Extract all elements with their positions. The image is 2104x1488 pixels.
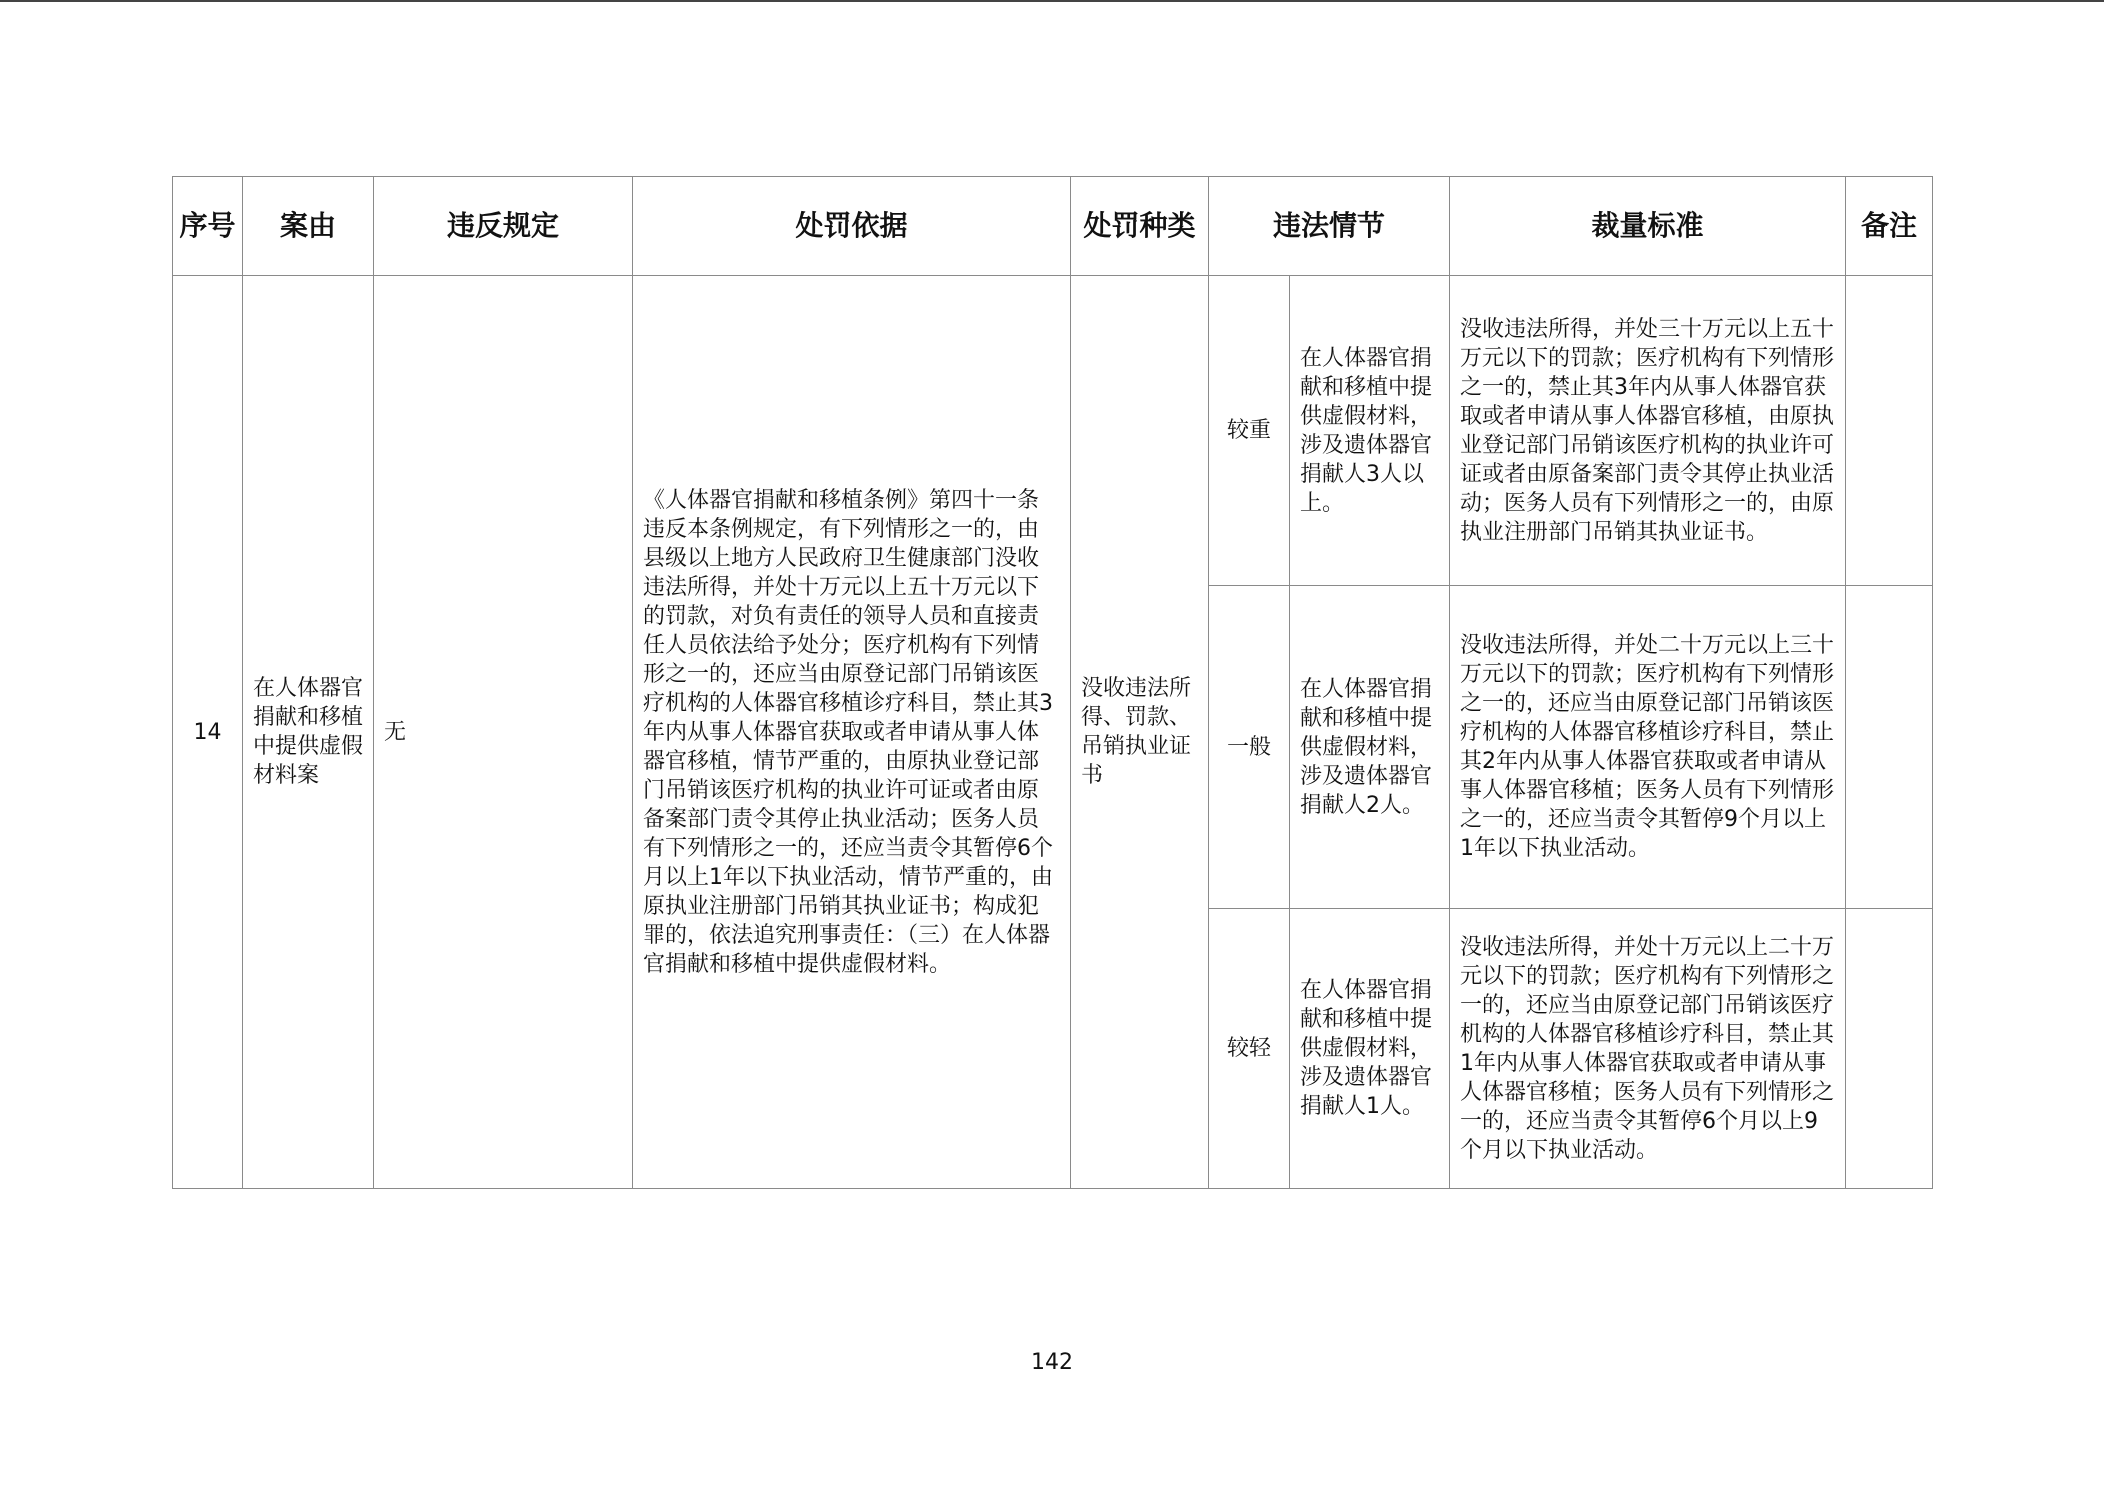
severity-light: 较轻 bbox=[1209, 909, 1290, 1189]
circumstance-light: 在人体器官捐献和移植中提供虚假材料，涉及遗体器官捐献人1人。 bbox=[1290, 909, 1450, 1189]
remark-light bbox=[1846, 909, 1933, 1189]
header-row bbox=[173, 177, 1933, 276]
header-violation: 违反规定 bbox=[374, 177, 633, 276]
remark-heavy bbox=[1846, 276, 1933, 586]
page-number: 142 bbox=[1031, 1350, 1073, 1375]
header-type: 处罚种类 bbox=[1071, 177, 1209, 276]
header-remark: 备注 bbox=[1846, 177, 1933, 276]
row-case: 在人体器官捐献和移植中提供虚假材料案 bbox=[243, 276, 374, 1189]
circumstance-heavy: 在人体器官捐献和移植中提供虚假材料，涉及遗体器官捐献人3人以上。 bbox=[1290, 276, 1450, 586]
table-row bbox=[173, 276, 1933, 586]
top-border-line bbox=[0, 0, 2104, 2]
severity-normal: 一般 bbox=[1209, 586, 1290, 909]
header-case: 案由 bbox=[243, 177, 374, 276]
header-standard: 裁量标准 bbox=[1450, 177, 1846, 276]
standard-heavy: 没收违法所得，并处三十万元以上五十万元以下的罚款；医疗机构有下列情形之一的，禁止其3年内从事人体器官获取或者申请从事人体器官移植，由原执业登记部门吊销该医疗机构的执业许可证或者由原备案部门责令其停止执业活动；医务人员有下列情形之一的，由原执业注册部门吊销其执业证书。 bbox=[1450, 276, 1846, 586]
severity-heavy: 较重 bbox=[1209, 276, 1290, 586]
row-violation: 无 bbox=[374, 276, 633, 1189]
penalty-discretion-table bbox=[172, 176, 1933, 1189]
header-circumstance: 违法情节 bbox=[1209, 177, 1450, 276]
header-basis: 处罚依据 bbox=[633, 177, 1071, 276]
header-seq: 序号 bbox=[173, 177, 243, 276]
standard-light: 没收违法所得，并处十万元以上二十万元以下的罚款；医疗机构有下列情形之一的，还应当由原登记部门吊销该医疗机构的人体器官移植诊疗科目，禁止其1年内从事人体器官获取或者申请从事人体器官移植；医务人员有下列情形之一的，还应当责令其暂停6个月以上9个月以下执业活动。 bbox=[1450, 909, 1846, 1189]
standard-normal: 没收违法所得，并处二十万元以上三十万元以下的罚款；医疗机构有下列情形之一的，还应当由原登记部门吊销该医疗机构的人体器官移植诊疗科目，禁止其2年内从事人体器官获取或者申请从事人体器官移植；医务人员有下列情形之一的，还应当责令其暂停9个月以上1年以下执业活动。 bbox=[1450, 586, 1846, 909]
row-basis: 《人体器官捐献和移植条例》第四十一条违反本条例规定，有下列情形之一的，由县级以上地方人民政府卫生健康部门没收违法所得，并处十万元以上五十万元以下的罚款，对负有责任的领导人员和直接责任人员依法给予处分；医疗机构有下列情形之一的，还应当由原登记部门吊销该医疗机构的人体器官移植诊疗科目，禁止其3年内从事人体器官获取或者申请从事人体器官移植，情节严重的，由原执业登记部门吊销该医疗机构的执业许可证或者由原备案部门责令其停止执业活动；医务人员有下列情形之一的，还应当责令其暂停6个月以上1年以下执业活动，情节严重的，由原执业注册部门吊销其执业证书；构成犯罪的，依法追究刑事责任：（三）在人体器官捐献和移植中提供虚假材料。 bbox=[633, 276, 1071, 1189]
remark-normal bbox=[1846, 586, 1933, 909]
circumstance-normal: 在人体器官捐献和移植中提供虚假材料，涉及遗体器官捐献人2人。 bbox=[1290, 586, 1450, 909]
row-seq: 14 bbox=[173, 276, 243, 1189]
row-type: 没收违法所得、罚款、吊销执业证书 bbox=[1071, 276, 1209, 1189]
